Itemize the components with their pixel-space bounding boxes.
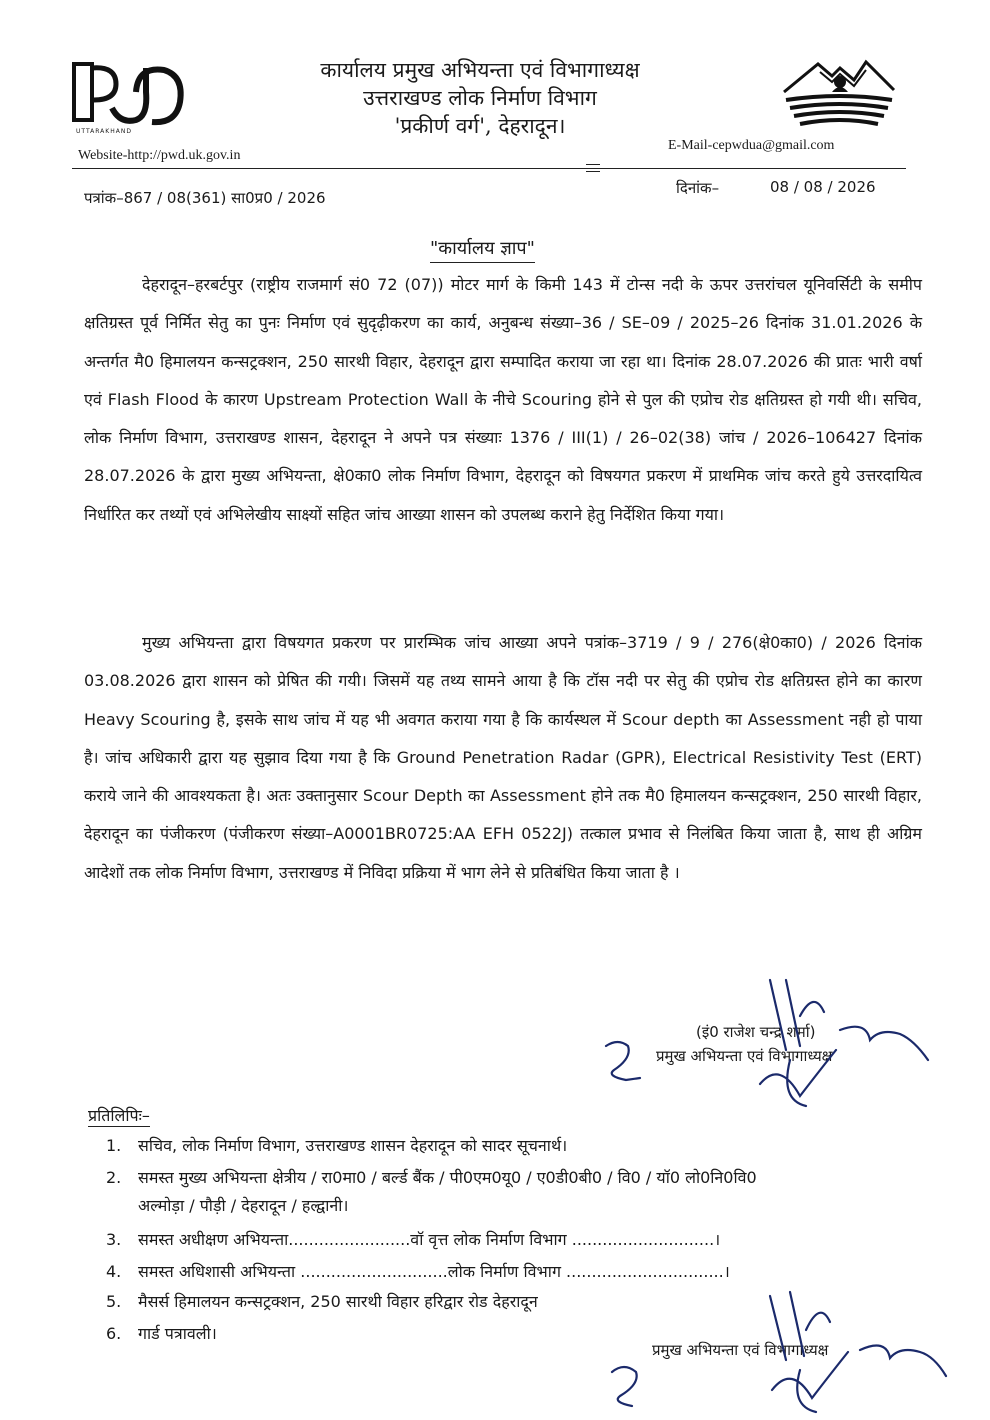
copy-to-item bbox=[106, 1226, 906, 1254]
copy-to-item bbox=[106, 1132, 906, 1160]
item-text-continuation: अल्मोड़ा / पौड़ी / देहरादून / हल्द्वानी। bbox=[138, 1196, 349, 1215]
item-number: 5. bbox=[106, 1292, 122, 1311]
signatory-designation: प्रमुख अभियन्ता एवं विभागाध्यक्ष bbox=[656, 1047, 833, 1065]
item-text: गार्ड पत्रावली। bbox=[138, 1324, 217, 1343]
department-name: उत्तराखण्ड लोक निर्माण विभाग bbox=[363, 86, 597, 110]
reference-number: पत्रांक–867 / 08(361) सा0प्र0 / 2026 bbox=[84, 189, 326, 207]
item-number: 6. bbox=[106, 1324, 122, 1343]
uttarakhand-emblem-icon bbox=[780, 52, 898, 134]
copy-to-item bbox=[106, 1288, 906, 1316]
date-label: दिनांक– bbox=[676, 179, 720, 197]
body-paragraph-2: मुख्य अभियन्ता द्वारा विषयगत प्रकरण पर प्रारम्भिक जांच आख्या अपने पत्रांक–3719 / 9 / 276(क्षे0का0) / 2026 दिनांक 03.08.2026 द्वारा शासन को प्रेषित की गयी। जिसमें यह तथ्य सामने आया है कि टॉस नदी पर सेतु की एप्रोच रोड क्षतिग्रस्त होने का कारण Heavy Scouring है, इसके साथ जांच में यह भी अवगत कराया गया है कि कार्यस्थल में Scour depth का Assessment नही हो पाया है। जांच अधिकारी द्वारा यह सुझाव दिया गया है कि Ground Penetration Radar (GPR), Electrical Resistivity Test (ERT) कराये जाने की आवश्यकता है। अतः उक्तानुसार Scour Depth का Assessment होने तक मै0 हिमालयन कन्सट्रक्शन, 250 सारथी विहार, देहरादून का पंजीकरण (पंजीकरण संख्या–A0001BR0725:AA EFH 0522J) तत्काल प्रभाव से निलंबित किया जाता है, साथ ही अग्रिम आदेशों तक लोक निर्माण विभाग, उत्तराखण्ड में निविदा प्रक्रिया में भाग लेने से प्रतिबंधित किया जाता है । bbox=[84, 633, 922, 882]
office-name: कार्यालय प्रमुख अभियन्ता एवं विभागाध्यक्ष bbox=[320, 58, 640, 82]
date-value: 08 / 08 / 2026 bbox=[770, 178, 876, 196]
header-divider bbox=[72, 168, 906, 169]
copy-to-heading: प्रतिलिपिः– bbox=[88, 1106, 150, 1125]
divider-mark bbox=[586, 164, 600, 172]
pwd-logo-icon bbox=[72, 62, 188, 130]
footer-signatory-designation: प्रमुख अभियन्ता एवं विभागाध्यक्ष bbox=[652, 1341, 829, 1359]
email-address[interactable]: E-Mail-cepwdua@gmail.com bbox=[668, 138, 835, 153]
item-number: 3. bbox=[106, 1230, 122, 1249]
item-text: सचिव, लोक निर्माण विभाग, उत्तराखण्ड शासन देहरादून को सादर सूचनार्थ। bbox=[138, 1136, 568, 1155]
document-title: "कार्यालय ज्ञाप" bbox=[430, 236, 535, 263]
section-name: 'प्रकीर्ण वर्ग', देहरादून। bbox=[394, 114, 566, 138]
logo-caption: UTTARAKHAND bbox=[76, 128, 132, 135]
item-number: 1. bbox=[106, 1136, 122, 1155]
copy-to-item bbox=[106, 1164, 906, 1220]
website-link[interactable]: Website-http://pwd.uk.gov.in bbox=[78, 148, 241, 163]
item-text: समस्त अधिशासी अभियन्ता .............................लोक निर्माण विभाग ...............................। bbox=[138, 1262, 730, 1281]
item-text: समस्त मुख्य अभियन्ता क्षेत्रीय / रा0मा0 / बर्ल्ड बैंक / पी0एम0यू0 / ए0डी0बी0 / वि0 / यॉ0 लो0नि0वि0 bbox=[138, 1168, 757, 1187]
copy-to-item bbox=[106, 1258, 906, 1286]
item-number: 2. bbox=[106, 1168, 122, 1187]
item-text: मैसर्स हिमालयन कन्सट्रक्शन, 250 सारथी विहार हरिद्वार रोड देहरादून bbox=[138, 1292, 538, 1311]
body-paragraph-1: देहरादून–हरबर्टपुर (राष्ट्रीय राजमार्ग सं0 72 (07)) मोटर मार्ग के किमी 143 में टोन्स नदी के ऊपर उत्तरांचल यूनिवर्सिटी के समीप क्षतिग्रस्त पूर्व निर्मित सेतु का पुनः निर्माण एवं सुदृढ़ीकरण का कार्य, अनुबन्ध संख्या–36 / SE–09 / 2025–26 दिनांक 31.01.2026 के अन्तर्गत मै0 हिमालयन कन्सट्रक्शन, 250 सारथी विहार, देहरादून द्वारा सम्पादित कराया जा रहा था। दिनांक 28.07.2026 की प्रातः भारी वर्षा एवं Flash Flood के कारण Upstream Protection Wall के नीचे Scouring होने से पुल की एप्रोच रोड क्षतिग्रस्त हो गयी थी। सचिव, लोक निर्माण विभाग, उत्तराखण्ड शासन, देहरादून ने अपने पत्र संख्याः 1376 / III(1) / 26–02(38) जांच / 2026–106427 दिनांक 28.07.2026 के द्वारा मुख्य अभियन्ता, क्षे0का0 लोक निर्माण विभाग, देहरादून को विषयगत प्रकरण में प्राथमिक जांच करते हुये उत्तरदायित्व निर्धारित कर तथ्यों एवं अभिलेखीय साक्ष्यों सहित जांच आख्या शासन को उपलब्ध कराने हेतु निर्देशित किया गया। bbox=[84, 275, 922, 524]
signatory-name: (इं0 राजेश चन्द्र शर्मा) bbox=[696, 1023, 816, 1041]
item-text: समस्त अधीक्षण अभियन्ता........................वॉ वृत्त लोक निर्माण विभाग ............................। bbox=[138, 1230, 721, 1249]
item-number: 4. bbox=[106, 1262, 122, 1281]
